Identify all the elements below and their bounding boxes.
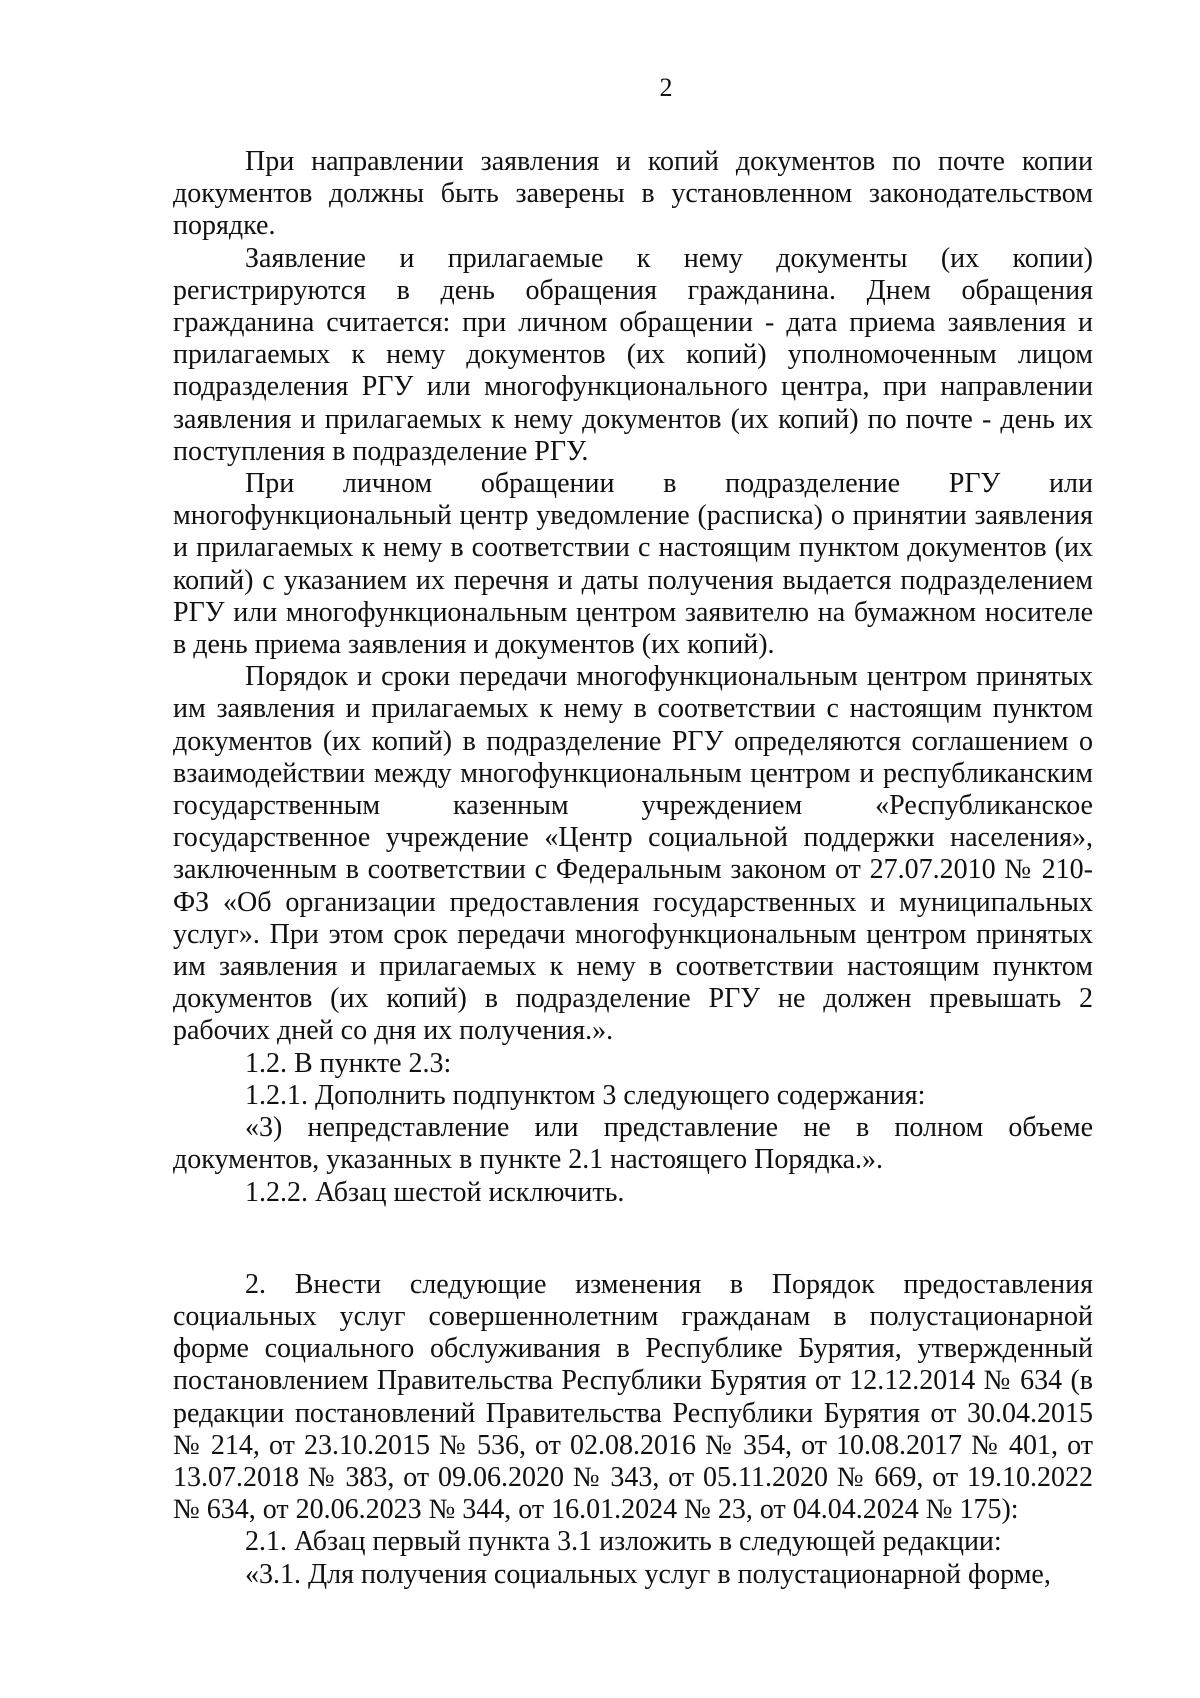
document-body [173, 146, 1093, 1591]
paragraph-item-1-2: 1.2. В пункте 2.3: [245, 1047, 452, 1079]
page-number: 2 [659, 73, 673, 102]
paragraph-item-2-1: 2.1. Абзац первый пункта 3.1 изложить в следующей редакции: [245, 1526, 1002, 1558]
paragraph-item-1-2-2: 1.2.2. Абзац шестой исключить. [245, 1176, 625, 1208]
paragraph-mail-copies: При направлении заявления и копий документов по почте копии документов должны быть заверены в установленном законодательством порядке. [173, 146, 1093, 242]
paragraph-transfer-procedure: Порядок и сроки передачи многофункциональным центром принятых им заявления и прилагаемых к нему в соответствии с настоящим пунктом документов (их копий) в подразделение РГУ определяются соглашением о взаимодействии между многофункциональным центром и республиканским государственным казенным учреждением «Республиканское государственное учреждение «Центр социальной поддержки населения», заключенным в соответствии с Федеральным законом от 27.07.2010 № 210-ФЗ «Об организации предоставления государственных и муниципальных услуг». При этом срок передачи многофункциональным центром принятых им заявления и прилагаемых к нему в соответствии настоящим пунктом документов (их копий) в подразделение РГУ не должен превышать 2 рабочих дней со дня их получения.». [173, 661, 1093, 1047]
paragraph-item-1-2-1: 1.2.1. Дополнить подпунктом 3 следующего содержания: [245, 1079, 926, 1111]
paragraph-registration: Заявление и прилагаемые к нему документы (их копии) регистрируются в день обращения гражданина. Днем обращения гражданина считается: при личном обращении - дата приема заявления и прилагаемых к нему документов (их копий) уполномоченным лицом подразделения РГУ или многофункционального центра, при направлении заявления и прилагаемых к нему документов (их копий) по почте - день их поступления в подразделение РГУ. [173, 242, 1093, 467]
section-gap [173, 1209, 1093, 1269]
paragraph-section-2: 2. Внести следующие изменения в Порядок предоставления социальных услуг совершеннолетним гражданам в полустационарной форме социального обслуживания в Республике Бурятия, утвержденный постановлением Правительства Республики Бурятия от 12.12.2014 № 634 (в редакции постановлений Правительства Республики Бурятия от 30.04.2015 № 214, от 23.10.2015 № 536, от 02.08.2016 № 354, от 10.08.2017 № 401, от 13.07.2018 № 383, от 09.06.2020 № 343, от 05.11.2020 № 669, от 19.10.2022 № 634, от 20.06.2023 № 344, от 16.01.2024 № 23, от 04.04.2024 № 175): [173, 1268, 1093, 1526]
paragraph-item-3-1-start: «3.1. Для получения социальных услуг в полустационарной форме, [245, 1558, 1051, 1590]
paragraph-subitem-3: «3) непредставление или представление не в полном объеме документов, указанных в пункте 2.1 настоящего Порядка.». [173, 1112, 1093, 1176]
paragraph-receipt-notice: При личном обращении в подразделение РГУ или многофункциональный центр уведомление (расписка) о принятии заявления и прилагаемых к нему в соответствии с настоящим пунктом документов (их копий) с указанием их перечня и даты получения выдается подразделением РГУ или многофункциональным центром заявителю на бумажном носителе в день приема заявления и документов (их копий). [173, 468, 1093, 661]
